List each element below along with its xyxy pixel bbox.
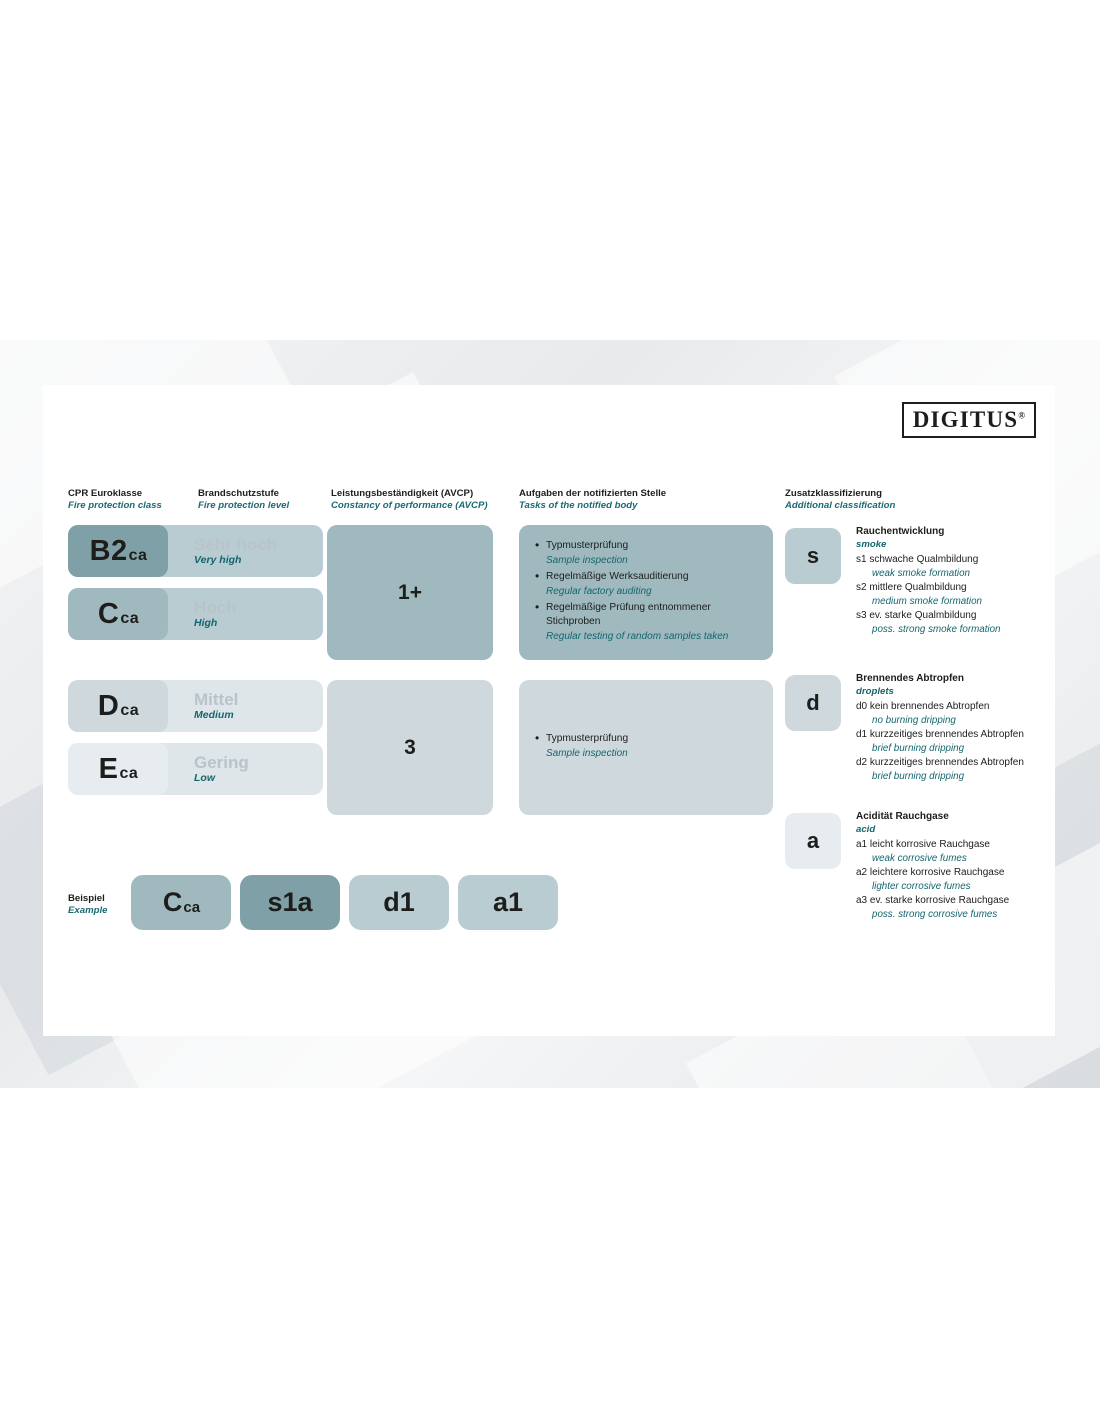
additional-row-en: lighter corrosive fumes (872, 881, 971, 892)
column-header-de: CPR Euroklasse (68, 488, 143, 499)
column-header-en: Constancy of performance (AVCP) (331, 500, 488, 511)
class-subscript: ca (119, 765, 139, 782)
additional-row-de: d0 kein brennendes Abtropfen (856, 701, 990, 712)
additional-title-en: acid (856, 824, 876, 835)
additional-row-de: a3 ev. starke korrosive Rauchgase (856, 895, 1010, 906)
additional-row-en: weak smoke formation (872, 568, 971, 579)
class-chip-b2ca (68, 525, 168, 577)
column-header-en: Additional classification (785, 500, 896, 511)
additional-block-acid (856, 810, 1071, 922)
example-chip-droplets (349, 875, 449, 930)
example-chip-text: C (162, 887, 183, 917)
tasks-box-top (519, 525, 773, 660)
column-header-de: Zusatzklassifizierung (785, 488, 883, 499)
additional-title-de: Acidität Rauchgase (856, 811, 949, 822)
class-chip-eca (68, 743, 168, 795)
column-header-en: Tasks of the notified body (519, 500, 638, 511)
avcp-box-1plus (327, 525, 493, 660)
additional-row-en: weak corrosive fumes (872, 853, 967, 864)
task-en: Regular factory auditing (546, 586, 652, 597)
example-chip-text: d1 (383, 887, 415, 917)
logo-text: DIGITUS (912, 407, 1019, 432)
class-subscript: ca (120, 610, 140, 627)
additional-title-de: Brennendes Abtropfen (856, 673, 964, 684)
task-de: • Regelmäßige Prüfung entnommener Stichproben (546, 602, 711, 627)
additional-symbol-d (785, 675, 841, 731)
additional-row-en: medium smoke formation (872, 596, 982, 607)
column-header-de: Brandschutzstufe (198, 488, 280, 499)
class-letter: D (97, 689, 120, 722)
additional-title-de: Rauchentwicklung (856, 526, 945, 537)
additional-row-en: poss. strong smoke formation (872, 624, 1001, 635)
additional-title-en: droplets (856, 686, 894, 697)
example-label (68, 893, 107, 917)
digitus-logo (902, 402, 1036, 438)
example-chip-text: a1 (492, 887, 524, 917)
column-header-de: Leistungsbeständigkeit (AVCP) (331, 488, 474, 499)
additional-row-de: d1 kurzzeitiges brennendes Abtropfen (856, 729, 1024, 740)
example-chip-sub: ca (183, 899, 201, 916)
task-item (535, 570, 757, 584)
level-label-de: Hoch (194, 598, 237, 617)
additional-row-de: a1 leicht korrosive Rauchgase (856, 839, 990, 850)
column-header-en: Fire protection level (198, 500, 290, 511)
example-chip-smoke (240, 875, 340, 930)
example-label-de: Beispiel (68, 893, 105, 904)
cpr-classification-card (43, 385, 1055, 1036)
class-letter: B2 (89, 534, 128, 567)
additional-row-en: poss. strong corrosive fumes (872, 909, 998, 920)
symbol-text: a (806, 828, 820, 853)
task-en: Regular testing of random samples taken (546, 631, 729, 642)
task-de: • Regelmäßige Werksauditierung (546, 571, 689, 582)
level-label-en: Medium (194, 709, 234, 721)
additional-block-droplets (856, 672, 1071, 784)
task-item (535, 539, 757, 553)
class-letter: E (98, 752, 119, 785)
example-label-en: Example (68, 905, 108, 916)
level-label-de: Sehr hoch (194, 535, 278, 554)
symbol-text: s (806, 543, 820, 568)
additional-row-de: a2 leichtere korrosive Rauchgase (856, 867, 1005, 878)
additional-row-de: d2 kurzzeitiges brennendes Abtropfen (856, 757, 1024, 768)
level-label-en: Low (194, 772, 215, 784)
additional-row-de: s2 mittlere Qualmbildung (856, 582, 967, 593)
additional-block-smoke (856, 525, 1056, 637)
class-letter: C (97, 597, 120, 630)
example-chip-text: s1a (267, 887, 313, 917)
level-label-en: Very high (194, 554, 242, 566)
avcp-value: 3 (404, 735, 416, 759)
class-chip-dca (68, 680, 168, 732)
tasks-box-bottom (519, 680, 773, 815)
additional-row-de: s1 schwache Qualmbildung (856, 554, 979, 565)
additional-symbol-a (785, 813, 841, 869)
task-de: • Typmusterprüfung (546, 733, 629, 744)
column-header-en: Fire protection class (68, 500, 162, 511)
task-de: • Typmusterprüfung (546, 540, 629, 551)
task-item (535, 601, 757, 629)
example-chip-class (131, 875, 231, 930)
level-label-en: High (194, 617, 218, 629)
column-header-additional (785, 488, 1005, 512)
task-item (535, 732, 757, 746)
avcp-box-3 (327, 680, 493, 815)
additional-row-de: s3 ev. starke Qualmbildung (856, 610, 977, 621)
class-chip-cca (68, 588, 168, 640)
level-label-de: Gering (194, 753, 249, 772)
column-header-class (68, 488, 198, 512)
class-subscript: ca (120, 702, 140, 719)
task-en: Sample inspection (546, 555, 628, 566)
symbol-text: d (806, 690, 820, 715)
class-subscript: ca (128, 547, 148, 564)
example-chip-acid (458, 875, 558, 930)
column-header-avcp (331, 488, 551, 512)
additional-row-en: brief burning dripping (872, 743, 965, 754)
avcp-value: 1+ (398, 580, 422, 604)
additional-row-en: no burning dripping (872, 715, 956, 726)
task-en: Sample inspection (546, 748, 628, 759)
level-label-de: Mittel (194, 690, 239, 709)
logo-registered-mark: ® (1018, 410, 1025, 421)
column-header-de: Aufgaben der notifizierten Stelle (519, 488, 667, 499)
additional-symbol-s (785, 528, 841, 584)
additional-title-en: smoke (856, 539, 887, 550)
column-header-tasks (519, 488, 769, 512)
additional-row-en: brief burning dripping (872, 771, 965, 782)
